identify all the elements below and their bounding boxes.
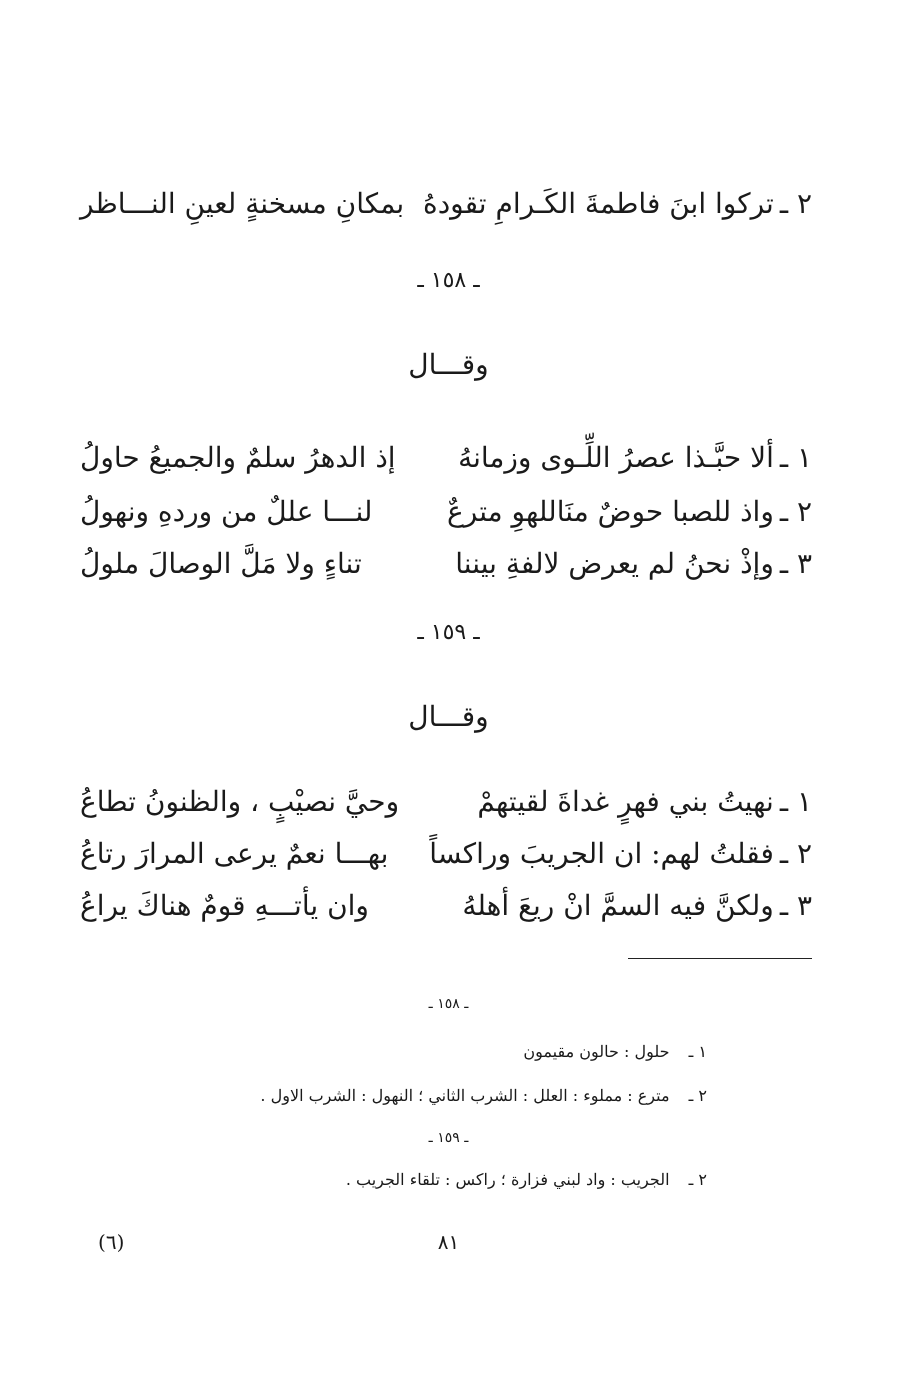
hemistich-text: لنـــا عللٌ من وردهِ ونهولُ (80, 495, 373, 528)
hemistich-text: تناءٍ ولا مَلَّ الوصالَ ملولُ (80, 547, 362, 580)
verse-second-hemistich (80, 488, 372, 536)
verse-second-hemistich (80, 540, 362, 588)
verse-number: ٢ ـ (779, 495, 812, 528)
footnote-number: ١ ـ (688, 1042, 707, 1061)
verse-line (80, 778, 812, 826)
hemistich-text: بهـــا نعمٌ يرعى المرارَ رتاعُ (80, 837, 389, 870)
footnote-line (346, 1168, 707, 1192)
verse-number: ٢ ـ (779, 837, 812, 870)
verse-first-hemistich (458, 434, 812, 482)
poem-number: ـ ١٥٩ ـ (417, 620, 480, 645)
verse-line (80, 830, 812, 878)
verse-first-hemistich (477, 778, 812, 826)
footnote-text: مترع : مملوء : العلل : الشرب الثاني ؛ النهول : الشرب الاول . (260, 1086, 670, 1105)
verse-second-hemistich (80, 778, 399, 826)
verse-first-hemistich (462, 882, 812, 930)
footnote-line (260, 1084, 707, 1108)
verse-line (80, 488, 812, 536)
verse-number: ٢ ـ (779, 187, 812, 220)
poem-heading: وقـــال (408, 700, 489, 733)
hemistich-text: ألا حبَّـذا عصرُ اللِّـوى وزمانهُ (458, 441, 774, 474)
hemistich-text: إذ الدهرُ سلمٌ والجميعُ حاولُ (80, 441, 396, 474)
verse-first-hemistich (429, 830, 812, 878)
verse-number: ٣ ـ (779, 547, 812, 580)
footnote-divider (628, 958, 812, 959)
hemistich-text: وان يأتـــهِ قومٌ هناكَ يراعُ (80, 889, 369, 922)
footnote-number: ٢ ـ (688, 1086, 707, 1105)
footnote-text: الجريب : واد لبني فزارة ؛ راكس : تلقاء الجريب . (345, 1170, 670, 1189)
page-number: ٨١ (437, 1230, 460, 1254)
verse-line (80, 180, 812, 228)
verse-first-hemistich (447, 488, 812, 536)
hemistich-text: فقلتُ لهم: ان الجريبَ وراكساً (429, 837, 774, 870)
verse-line (80, 434, 812, 482)
hemistich-text: نهيتُ بني فهرٍ غداةَ لقيتهمْ (477, 785, 774, 818)
verse-number: ٣ ـ (779, 889, 812, 922)
footnote-line (523, 1040, 707, 1064)
verse-number: ١ ـ (779, 441, 812, 474)
verse-second-hemistich (80, 882, 369, 930)
hemistich-text: وإذْ نحنُ لم يعرض لالفةِ بيننا (455, 547, 774, 580)
verse-number: ١ ـ (779, 785, 812, 818)
hemistich-text: ولكنَّ فيه السمَّ انْ ريعَ أهلهُ (462, 889, 774, 922)
hemistich-text: تركوا ابنَ فاطمةَ الكَـرامِ تقودهُ (423, 187, 774, 220)
footnote-section-label: ـ ١٥٨ ـ (428, 996, 469, 1012)
footnote-section-label: ـ ١٥٩ ـ (428, 1130, 469, 1146)
poem-heading: وقـــال (408, 348, 489, 381)
verse-second-hemistich (80, 434, 396, 482)
signature-mark: (٦) (98, 1230, 125, 1254)
verse-first-hemistich (455, 540, 812, 588)
verse-first-hemistich (423, 180, 812, 228)
poem-number: ـ ١٥٨ ـ (417, 268, 480, 293)
verse-second-hemistich (80, 180, 404, 228)
hemistich-text: واذ للصبا حوضٌ منَاللهوِ مترعٌ (447, 495, 774, 528)
hemistich-text: بمكانِ مسخنةٍ لعينِ النـــاظر (80, 187, 405, 220)
verse-second-hemistich (80, 830, 388, 878)
hemistich-text: وحيَّ نصيْبٍ ، والظنونُ تطاعُ (80, 785, 400, 818)
verse-line (80, 882, 812, 930)
footnote-text: حلول : حالون مقيمون (523, 1042, 670, 1061)
footnote-number: ٢ ـ (688, 1170, 707, 1189)
verse-line (80, 540, 812, 588)
